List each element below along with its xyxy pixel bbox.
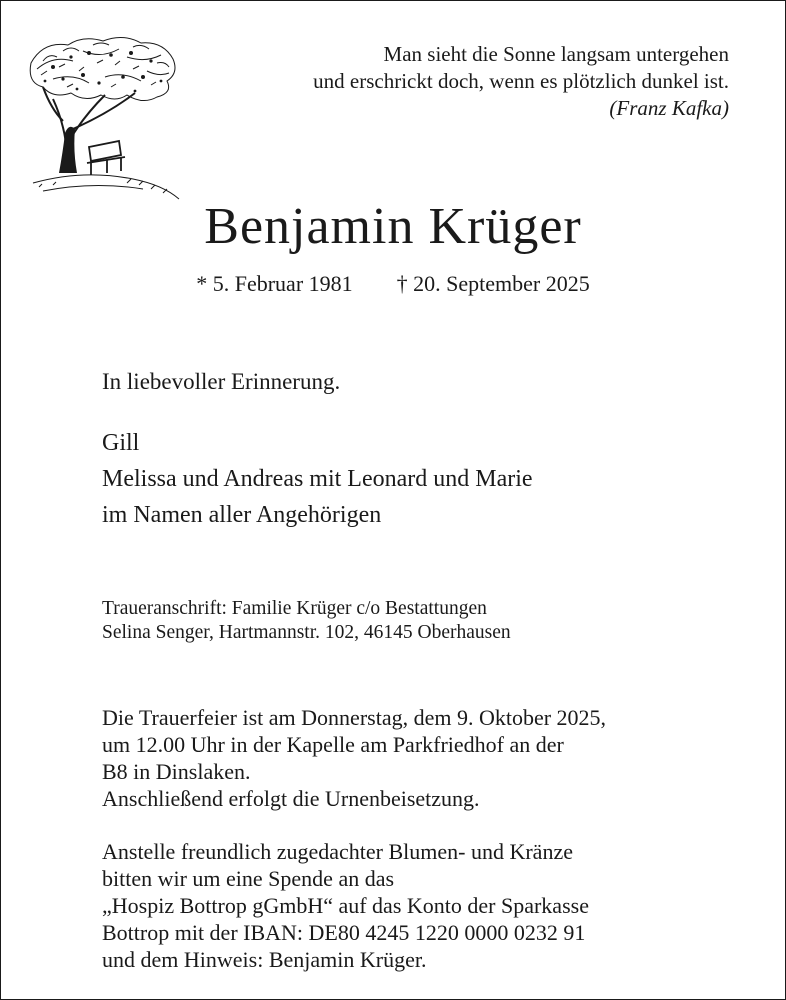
ceremony-line: um 12.00 Uhr in der Kapelle am Parkfriedhof an der <box>102 732 564 757</box>
signers <box>102 425 533 533</box>
deceased-name: Benjamin Krüger <box>204 198 582 255</box>
signer-line: im Namen aller Angehörigen <box>102 502 382 528</box>
address-line: Selina Senger, Hartmannstr. 102, 46145 Oberhausen <box>102 622 511 643</box>
death-date: † 20. September 2025 <box>396 271 590 296</box>
donation-line: bitten wir um eine Spende an das <box>102 866 395 891</box>
address-line: Traueranschrift: Familie Krüger c/o Bestattungen <box>102 598 487 619</box>
quote-author: (Franz Kafka) <box>609 96 729 120</box>
donation-line: Anstelle freundlich zugedachter Blumen- und Kränze <box>102 839 573 864</box>
donation-info <box>102 838 589 973</box>
ceremony-line: Anschließend erfolgt die Urnenbeisetzung. <box>102 786 480 811</box>
life-dates <box>1 271 785 297</box>
ceremony-info <box>102 704 606 812</box>
donation-line: Bottrop mit der IBAN: DE80 4245 1220 0000 0232 91 <box>102 920 586 945</box>
tree-with-bench-icon <box>23 33 181 203</box>
signer-line: Gill <box>102 430 140 456</box>
quote-line: Man sieht die Sonne langsam untergehen <box>383 42 729 66</box>
mourning-address <box>102 597 511 645</box>
birth-date: * 5. Februar 1981 <box>196 271 353 296</box>
memory-line: In liebevoller Erinnerung. <box>102 369 341 394</box>
signer-line: Melissa und Andreas mit Leonard und Marie <box>102 466 533 492</box>
donation-line: „Hospiz Bottrop gGmbH“ auf das Konto der Sparkasse <box>102 893 589 918</box>
ceremony-line: Die Trauerfeier ist am Donnerstag, dem 9. Oktober 2025, <box>102 705 607 730</box>
kafka-quote <box>313 41 729 122</box>
donation-line: und dem Hinweis: Benjamin Krüger. <box>102 947 427 972</box>
quote-line: und erschrickt doch, wenn es plötzlich dunkel ist. <box>313 69 729 93</box>
ceremony-line: B8 in Dinslaken. <box>102 759 251 784</box>
